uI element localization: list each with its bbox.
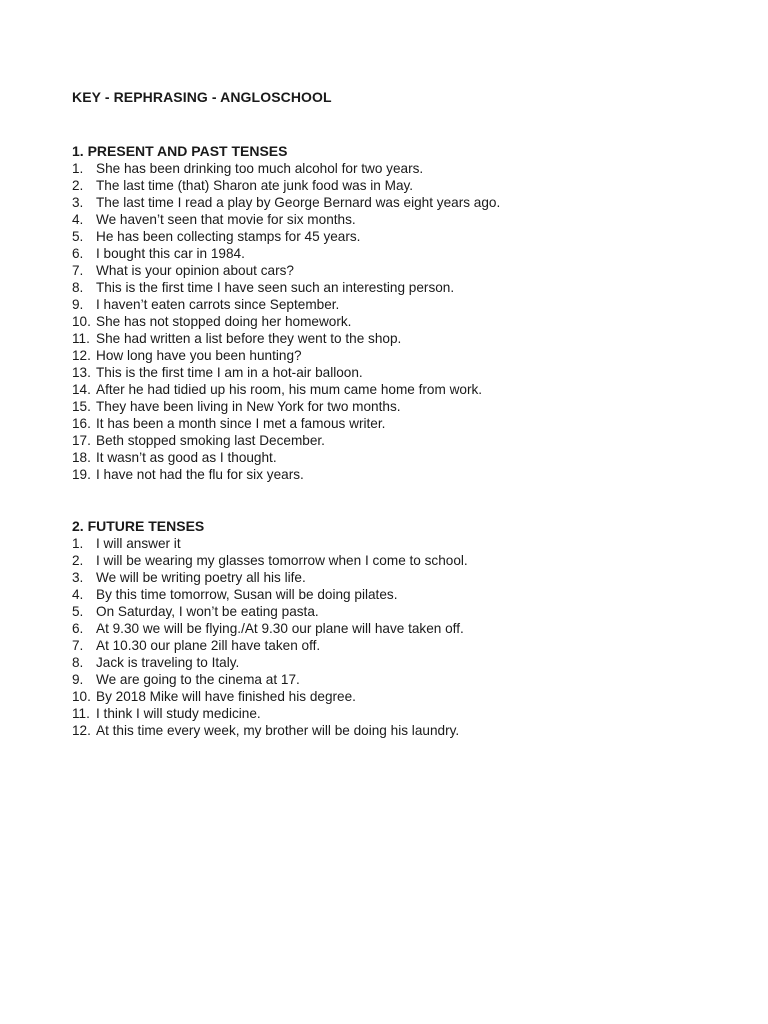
list-item [72,177,712,194]
item-number: 3. [72,195,84,210]
list-item [72,535,712,552]
list-item [72,620,712,637]
item-text: I will be wearing my glasses tomorrow when I come to school. [96,553,468,568]
item-number: 10. [72,689,91,704]
list-item [72,347,712,364]
item-text: On Saturday, I won’t be eating pasta. [96,604,319,619]
list-item [72,279,712,296]
item-text: This is the first time I am in a hot-air balloon. [96,365,363,380]
list-item [72,688,712,705]
item-number: 1. [72,161,84,176]
item-text: We are going to the cinema at 17. [96,672,300,687]
item-text: She had written a list before they went to the shop. [96,331,402,346]
list-item [72,381,712,398]
document-title: KEY - REPHRASING - ANGLOSCHOOL [72,89,332,105]
item-number: 8. [72,280,84,295]
item-number: 15. [72,399,91,414]
item-text: He has been collecting stamps for 45 years. [96,229,361,244]
item-text: I think I will study medicine. [96,706,261,721]
list-item [72,211,712,228]
item-number: 9. [72,672,84,687]
list-item [72,296,712,313]
answer-list-present-past [72,160,712,483]
item-text: At 10.30 our plane 2ill have taken off. [96,638,321,653]
item-number: 4. [72,212,84,227]
list-item [72,722,712,739]
item-text: By this time tomorrow, Susan will be doing pilates. [96,587,398,602]
list-item [72,586,712,603]
item-text: She has not stopped doing her homework. [96,314,352,329]
item-number: 17. [72,433,91,448]
list-item [72,671,712,688]
item-number: 5. [72,604,84,619]
item-text: At 9.30 we will be flying./At 9.30 our plane will have taken off. [96,621,464,636]
item-number: 4. [72,587,84,602]
item-text: I bought this car in 1984. [96,246,245,261]
list-item [72,262,712,279]
item-text: I have not had the flu for six years. [96,467,304,482]
item-number: 1. [72,536,84,551]
item-text: They have been living in New York for two months. [96,399,401,414]
item-text: I will answer it [96,536,181,551]
item-number: 7. [72,638,84,653]
list-item [72,330,712,347]
item-text: It wasn’t as good as I thought. [96,450,277,465]
item-text: Beth stopped smoking last December. [96,433,325,448]
item-number: 12. [72,723,91,738]
item-text: Jack is traveling to Italy. [96,655,240,670]
list-item [72,466,712,483]
item-text: It has been a month since I met a famous writer. [96,416,386,431]
item-text: The last time (that) Sharon ate junk food was in May. [96,178,414,193]
item-text: How long have you been hunting? [96,348,302,363]
item-text: By 2018 Mike will have finished his degree. [96,689,356,704]
item-number: 5. [72,229,84,244]
item-number: 8. [72,655,84,670]
item-text: After he had tidied up his room, his mum came home from work. [96,382,483,397]
section-heading-present-past: 1. PRESENT AND PAST TENSES [72,143,288,159]
list-item [72,705,712,722]
item-number: 13. [72,365,91,380]
list-item [72,654,712,671]
item-text: We haven’t seen that movie for six months. [96,212,356,227]
item-text: I haven’t eaten carrots since September. [96,297,340,312]
list-item [72,603,712,620]
list-item [72,194,712,211]
item-number: 11. [72,331,90,346]
item-number: 9. [72,297,84,312]
list-item [72,228,712,245]
item-number: 2. [72,178,84,193]
list-item [72,432,712,449]
list-item [72,637,712,654]
item-number: 7. [72,263,84,278]
item-number: 18. [72,450,91,465]
answer-list-future [72,535,712,739]
list-item [72,569,712,586]
item-number: 14. [72,382,91,397]
item-text: This is the first time I have seen such an interesting person. [96,280,455,295]
item-number: 10. [72,314,91,329]
section-heading-future: 2. FUTURE TENSES [72,518,205,534]
item-number: 16. [72,416,91,431]
list-item [72,364,712,381]
item-text: We will be writing poetry all his life. [96,570,306,585]
item-number: 12. [72,348,91,363]
list-item [72,160,712,177]
document-page [72,88,712,739]
item-number: 11. [72,706,90,721]
item-text: The last time I read a play by George Bernard was eight years ago. [96,195,501,210]
item-number: 19. [72,467,91,482]
item-number: 2. [72,553,84,568]
list-item [72,313,712,330]
item-number: 6. [72,621,84,636]
list-item [72,552,712,569]
list-item [72,398,712,415]
item-text: What is your opinion about cars? [96,263,294,278]
item-number: 6. [72,246,84,261]
list-item [72,245,712,262]
item-text: She has been drinking too much alcohol for two years. [96,161,424,176]
item-number: 3. [72,570,84,585]
list-item [72,449,712,466]
item-text: At this time every week, my brother will be doing his laundry. [96,723,460,738]
list-item [72,415,712,432]
